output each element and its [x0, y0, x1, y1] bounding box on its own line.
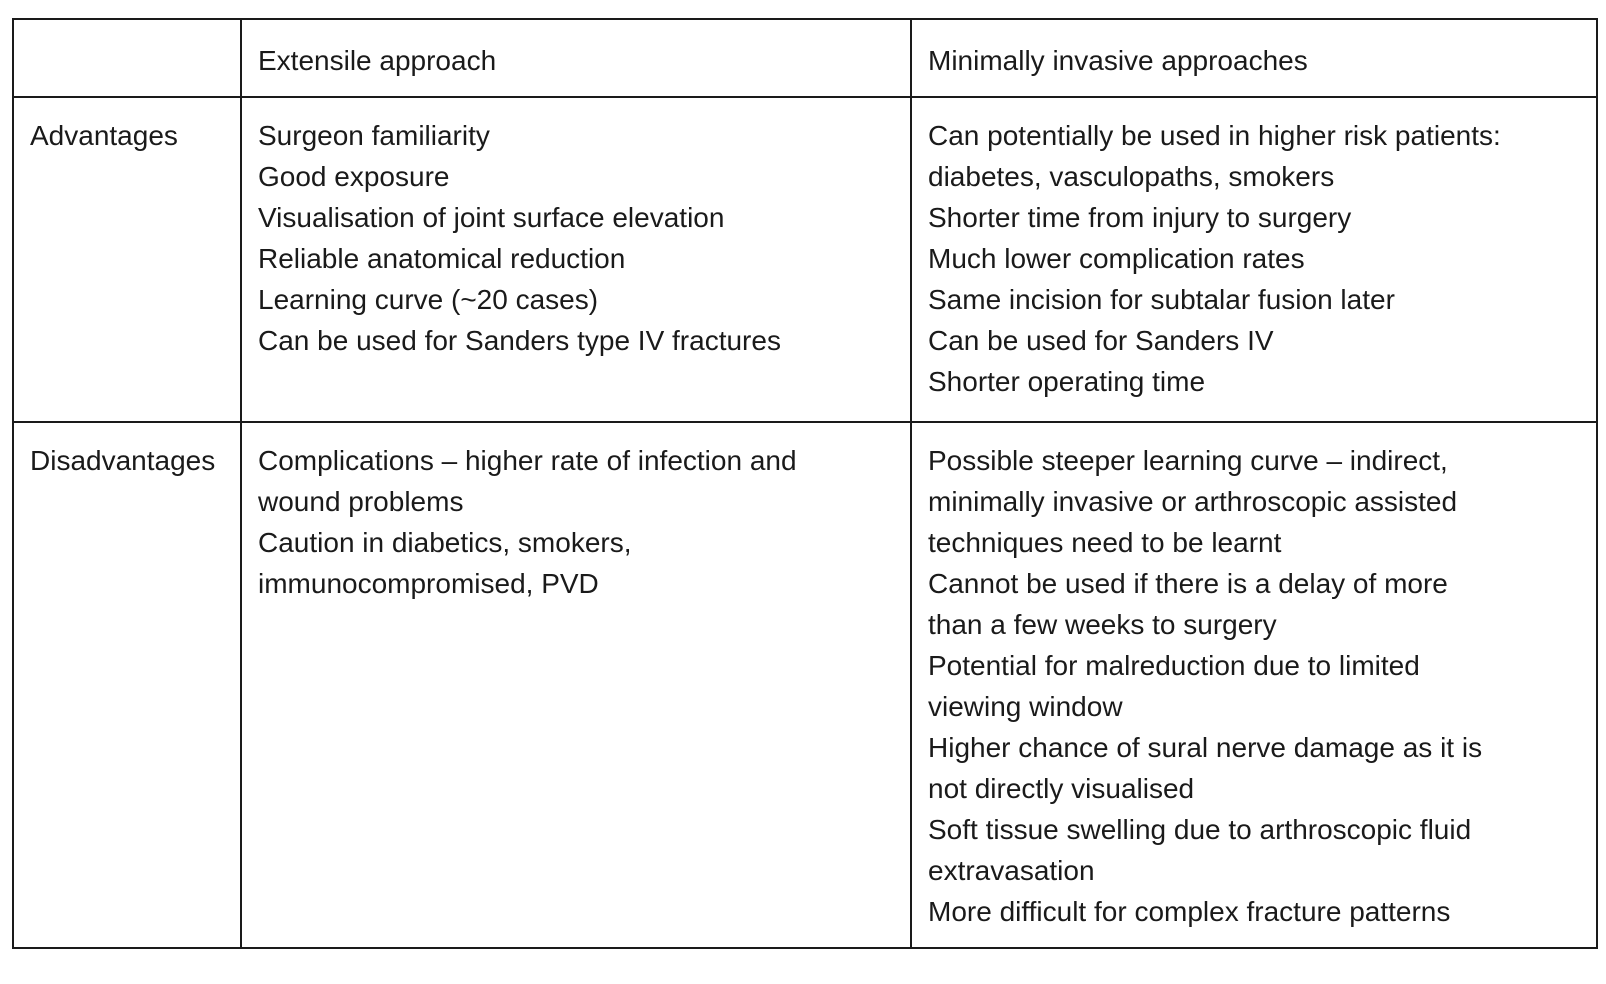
- cell-line: Caution in diabetics, smokers,: [258, 527, 632, 558]
- cell-line: Same incision for subtalar fusion later: [928, 284, 1395, 315]
- cell-line: extravasation: [928, 855, 1095, 886]
- cell-line: Shorter time from injury to surgery: [928, 202, 1352, 233]
- cell-line: Shorter operating time: [928, 366, 1206, 397]
- header-minimally-invasive-approaches: Minimally invasive approaches: [911, 19, 1597, 97]
- table-row-disadvantages: [13, 422, 1597, 948]
- cell-line: Can be used for Sanders type IV fractures: [258, 325, 781, 356]
- cell-line: More difficult for complex fracture patterns: [928, 896, 1451, 927]
- cell-disadvantages-extensile: [241, 422, 911, 948]
- cell-line: Visualisation of joint surface elevation: [258, 202, 725, 233]
- cell-line: Can be used for Sanders IV: [928, 325, 1274, 356]
- cell-line: Learning curve (~20 cases): [258, 284, 599, 315]
- cell-line: Reliable anatomical reduction: [258, 243, 626, 274]
- header-corner-cell: [13, 19, 241, 97]
- cell-line: Higher chance of sural nerve damage as it is: [928, 732, 1483, 763]
- cell-line: Surgeon familiarity: [258, 120, 490, 151]
- cell-line: immunocompromised, PVD: [258, 568, 599, 599]
- cell-line: than a few weeks to surgery: [928, 609, 1277, 640]
- cell-line: wound problems: [258, 486, 464, 517]
- cell-line: Complications – higher rate of infection and: [258, 445, 797, 476]
- comparison-table: [12, 18, 1598, 949]
- cell-line: diabetes, vasculopaths, smokers: [928, 161, 1335, 192]
- row-label-advantages: Advantages: [13, 97, 241, 422]
- table-header-row: [13, 19, 1597, 97]
- cell-line: minimally invasive or arthroscopic assisted: [928, 486, 1458, 517]
- cell-line: Soft tissue swelling due to arthroscopic fluid: [928, 814, 1472, 845]
- cell-line: Cannot be used if there is a delay of more: [928, 568, 1448, 599]
- cell-line: Much lower complication rates: [928, 243, 1305, 274]
- cell-line: Possible steeper learning curve – indirect,: [928, 445, 1448, 476]
- cell-advantages-extensile: [241, 97, 911, 422]
- row-label-disadvantages: Disadvantages: [13, 422, 241, 948]
- cell-line: not directly visualised: [928, 773, 1195, 804]
- table-row-advantages: [13, 97, 1597, 422]
- cell-line: Potential for malreduction due to limited: [928, 650, 1420, 681]
- cell-line: viewing window: [928, 691, 1123, 722]
- cell-line: Can potentially be used in higher risk patients:: [928, 120, 1501, 151]
- cell-line: Good exposure: [258, 161, 450, 192]
- cell-disadvantages-minimally-invasive: [911, 422, 1597, 948]
- cell-line: techniques need to be learnt: [928, 527, 1282, 558]
- cell-advantages-minimally-invasive: [911, 97, 1597, 422]
- header-extensile-approach: Extensile approach: [241, 19, 911, 97]
